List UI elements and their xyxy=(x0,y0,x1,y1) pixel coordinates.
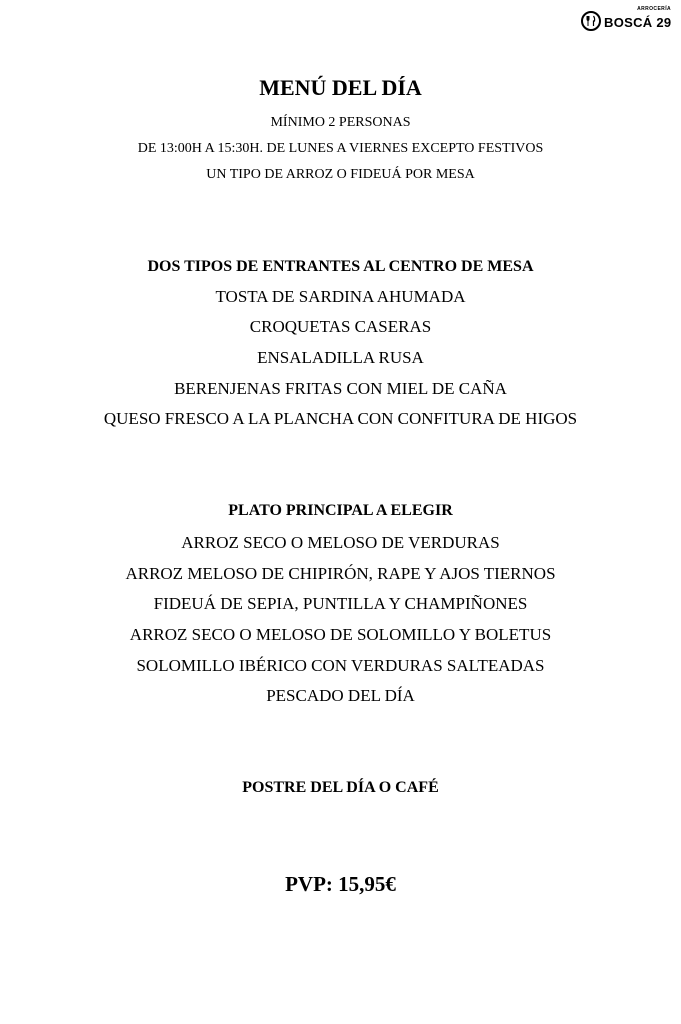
starters-heading: DOS TIPOS DE ENTRANTES AL CENTRO DE MESA xyxy=(147,258,534,275)
starter-item: ENSALADILLA RUSA xyxy=(257,348,424,367)
starter-item: TOSTA DE SARDINA AHUMADA xyxy=(215,287,466,306)
logo-tagline: ARROCERÍA xyxy=(637,6,671,12)
main-item: FIDEUÁ DE SEPIA, PUNTILLA Y CHAMPIÑONES xyxy=(153,594,528,613)
note-hours: DE 13:00H A 15:30H. DE LUNES A VIERNES EXCEPTO FESTIVOS xyxy=(137,141,544,156)
note-minimum: MÍNIMO 2 PERSONAS xyxy=(270,115,411,130)
main-item: ARROZ MELOSO DE CHIPIRÓN, RAPE Y AJOS TIERNOS xyxy=(125,564,556,583)
starter-item: QUESO FRESCO A LA PLANCHA CON CONFITURA DE HIGOS xyxy=(103,409,578,428)
starter-item: BERENJENAS FRITAS CON MIEL DE CAÑA xyxy=(174,379,507,398)
dessert-heading: POSTRE DEL DÍA O CAFÉ xyxy=(242,779,439,796)
page-title: MENÚ DEL DÍA xyxy=(259,75,422,100)
main-item: PESCADO DEL DÍA xyxy=(266,686,415,705)
mains-heading: PLATO PRINCIPAL A ELEGIR xyxy=(228,502,453,519)
main-item: SOLOMILLO IBÉRICO CON VERDURAS SALTEADAS xyxy=(136,656,545,675)
price: PVP: 15,95€ xyxy=(285,872,396,896)
fork-knife-icon xyxy=(581,11,601,31)
main-item: ARROZ SECO O MELOSO DE SOLOMILLO Y BOLETUS xyxy=(129,625,552,644)
note-rice-type: UN TIPO DE ARROZ O FIDEUÁ POR MESA xyxy=(206,167,475,182)
logo-name: BOSCÁ 29 xyxy=(604,15,672,30)
main-item: ARROZ SECO O MELOSO DE VERDURAS xyxy=(181,533,500,552)
starter-item: CROQUETAS CASERAS xyxy=(249,317,432,336)
restaurant-logo xyxy=(581,6,673,36)
